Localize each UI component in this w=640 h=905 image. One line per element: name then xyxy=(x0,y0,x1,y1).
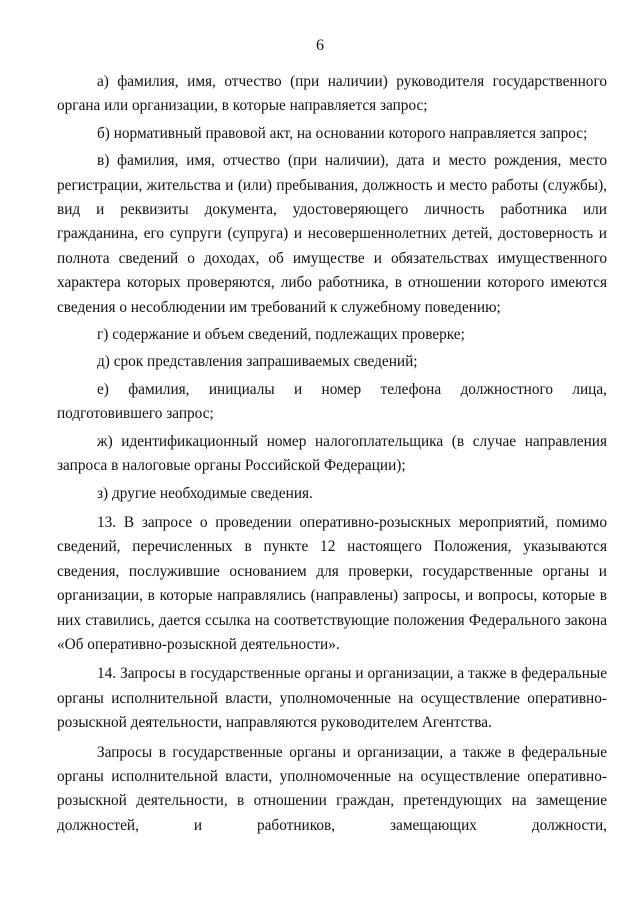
paragraph-item-v: в) фамилия, имя, отчество (при наличии), дата и место рождения, место регистрации, жительства и (или) пребывания, должность и место работы (службы), вид и реквизиты документа, удостоверяющего личность работника или гражданина, его супруги (супруга) и несовершеннолетних детей, достоверность и полнота сведений о доходах, об имуществе и обязательствах имущественного характера которых проверяются, либо работника, в отношении которого имеются сведения о несоблюдении им требований к служебному поведению; xyxy=(57,152,607,316)
document-body xyxy=(57,70,607,838)
page-number: 6 xyxy=(316,37,324,54)
paragraph-item-zh: ж) идентификационный номер налогоплательщика (в случае направления запроса в налоговые органы Российской Федерации); xyxy=(57,432,607,475)
paragraph-item-e: е) фамилия, инициалы и номер телефона должностного лица, подготовившего запрос; xyxy=(57,380,607,423)
paragraph-item-z: з) другие необходимые сведения. xyxy=(97,484,313,502)
paragraph-clause-14-continued: Запросы в государственные органы и организации, а также в федеральные органы исполнительной власти, уполномоченные на осуществление оперативно-розыскной деятельности, в отношении граждан, претендующих на замещение должностей, и работников, замещающих должности, xyxy=(57,743,607,834)
paragraph-item-b: б) нормативный правовой акт, на основании которого направляется запрос; xyxy=(97,124,588,142)
paragraph-item-d: д) срок представления запрашиваемых сведений; xyxy=(97,353,418,371)
paragraph-item-a: а) фамилия, имя, отчество (при наличии) руководителя государственного органа или организации, в которые направляется запрос; xyxy=(57,73,607,115)
paragraph-clause-13: 13. В запросе о проведении оперативно-розыскных мероприятий, помимо сведений, перечисленных в пункте 12 настоящего Положения, указываются сведения, послужившие основанием для проверки, государственные органы и организации, в которые направлялись (направлены) запросы, и вопросы, которые в них ставились, дается ссылка на соответствующие положения Федерального закона «Об оперативно-розыскной деятельности». xyxy=(57,513,607,653)
paragraph-item-g: г) содержание и объем сведений, подлежащих проверке; xyxy=(97,326,465,344)
paragraph-clause-14: 14. Запросы в государственные органы и организации, а также в федеральные органы исполнительной власти, уполномоченные на осуществление оперативно-розыскной деятельности, направляются руководителем Агентства. xyxy=(57,665,607,732)
